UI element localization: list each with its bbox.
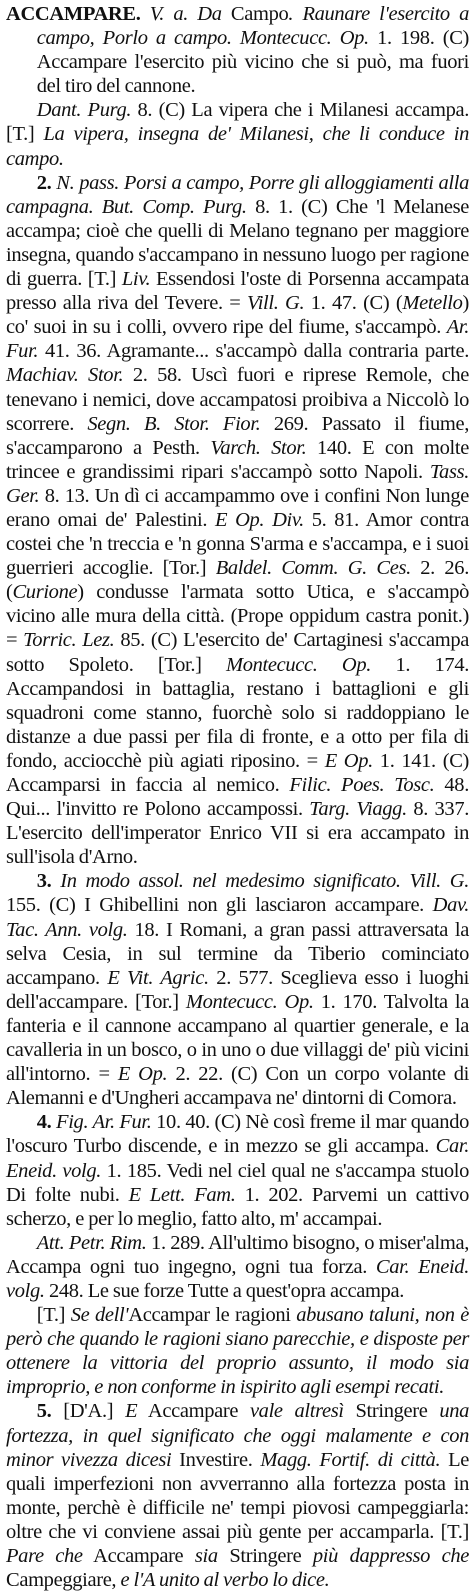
text-run: 248. Le sue forze Tutte a quest'opra accampa. [44,1279,404,1302]
entry-intro [6,2,469,98]
sense-3 [6,869,469,1110]
text-run: Baldel. Comm. G. Ces. [215,557,411,580]
text-run: 8. 13. Un dì ci accampammo ove i confini Non lunge erano omai de' Palestini. [6,484,469,531]
sense-2 [6,171,469,870]
sense-5 [6,1399,469,1592]
text-run: ACCAMPARE. [6,3,141,25]
text-run: Machiav. Stor. [6,364,124,387]
text-run: una fortezza, in quel significato che oggi malamente e con minor vivezza dicesi [6,1400,470,1471]
text-run: In modo assol. nel medesimo significato. Vill. G. [51,870,469,893]
text-run: 5. [36,1400,52,1423]
text-run: sia [194,1545,218,1567]
text-run: 269. Passato il fiume, s'accamparono a Pesth. [6,412,469,459]
text-run: 2. 26. ( [6,557,469,604]
text-run: 1. 185. Vedi nel ciel qual ne s'accampa stuolo Di folte nubi. [6,1159,469,1206]
text-run: 140. E con molte trincee e grandissimi ripari s'accampò sotto Napoli. [6,436,469,483]
text-run: ) condusse l'armata sotto Utica, e s'accampò vicino alle mura della città. (Prope oppidum castra ponit.) = [6,581,469,652]
text-run: Liv. [121,268,151,291]
text-run: Accampare [137,1400,250,1423]
text-run: Pare che [6,1545,83,1567]
text-run: Fig. Ar. Fur. [51,1111,152,1134]
text-run: 1. 47. (C) ( [304,292,403,315]
text-run: 8. (C) La vipera che i Milanesi accampa. [T.] [6,99,469,146]
text-run: e l'A unito al verbo lo dice. [120,1569,330,1592]
citation-petrarca [6,1231,469,1303]
text-run: 8. 1. (C) Che 'l Melanese accampa; cioè che quelli di Melano tegnano per maggiore insegna, quando s'accampano in nessuno luogo per ragione di guerra. [T.] [6,195,469,291]
text-run: 8. 337. L'esercito dell'imperator Enrico VII si era accampato in sull'isola d'Arno. [6,798,470,869]
text-run: Dav. Tac. Ann. volg. [6,894,469,941]
text-run: Essendosi l'oste di Porsenna accampata presso alla riva del Tevere. = [6,268,469,315]
text-run: 1. 202. Parvemi un cattivo scherzo, e per lo meglio, fatto alto, m' accampai. [6,1183,469,1230]
text-run: 18. I Romani, a gran passi attraversata la selva Cesia, in sul termine da Tiberio cominciato accampano. [6,918,469,989]
text-run: 2. [36,171,52,194]
editor-note [6,1303,469,1399]
text-run: Varch. Stor. [210,436,307,459]
text-run: E Op. [324,749,373,772]
text-run: [D'A.] [51,1400,126,1423]
text-run: 155. (C) I Ghibellini non gli lasciaron accampare. [6,894,433,917]
text-run: 5. 81. Amor contra costei che 'n treccia e 'n gonna S'arma e s'accampa, e i suoi guerrieri accoglie. [Tor.] [6,508,469,580]
text-run: Curione [12,581,78,604]
text-run: E [125,1400,138,1423]
text-run: Segn. B. Stor. Fior. [87,412,261,435]
text-run: più dappresso che [312,1545,469,1567]
text-run: 41. 36. Agramante... s'accampò dalla contraria parte. [38,340,469,363]
text-run: abusano taluni, non è però che quando le ragioni siano parecchie, e disposte per ottenere la vittoria del proprio assunto, il modo sia improprio, e non conforme in ispirito agli esempi recati. [6,1304,469,1399]
text-run: Car. Eneid. volg. [6,1135,469,1182]
text-run: Accampare [82,1545,195,1567]
text-run: La vipera, insegna de' Milanesi, che li conduce in campo. [6,123,469,170]
text-run: Investire. [171,1448,261,1471]
text-run: N. pass. Porsi a campo, Porre gli alloggiamenti alla campagna. But. Comp. Purg. [6,171,469,218]
text-run: E Op. Div. [215,508,304,531]
text-run: Montecucc. Op. [225,653,372,676]
text-run: Ar. Fur. [6,316,469,363]
text-run: Targ. Viagg. [309,798,407,821]
text-run: Le quali imperfezioni non avverranno alla fortezza posta in monte, perchè è difficile ne' tempi piovosi campeggiarla: oltre che vi conviene assai più gente per accamparla. [T.] [6,1448,469,1543]
text-run: 2. 577. Sceglieva esso i luoghi dell'accampare. [Tor.] [6,966,469,1013]
text-run: 1. 141. (C) Accamparsi in faccia al nemico. [6,749,469,796]
text-run: Filic. Poes. Tosc. [289,774,435,796]
text-run: ) co' suoi in su i colli, ovvero ripe del fiume, s'accampò. [6,292,470,339]
text-run: Att. Petr. Rim. [36,1231,147,1254]
text-run: Se dell' [70,1304,129,1327]
text-run: 2. 22. (C) Con un corpo volante di Alemanni e d'Ungheri accampava ne' dintorni di Comora. [6,1063,469,1110]
text-run: 85. (C) L'esercito de' Cartaginesi s'accampa sotto Spoleto. [Tor.] [6,629,469,676]
text-run: Montecucc. Op. [185,990,314,1013]
text-run: . Raunare l'esercito a campo, Porlo a campo. Montecucc. Op. [36,3,469,50]
text-run: 1. 198. (C) Accampare l'esercito più vicino che si può, ma fuori del tiro del cannone. [36,27,469,98]
text-run: Stringere [343,1400,440,1423]
text-run: vale altresì [249,1400,344,1423]
text-run: 2. 58. Uscì fuori e riprese Remole, che tenevano i nemici, dove accampatosi proibiva a Niccolò lo scorrere. [6,364,470,435]
text-run: [T.] [36,1304,71,1327]
text-run: Vill. G. [247,292,305,315]
text-run: Campeggiare, [6,1569,121,1592]
text-run: 48. Qui... l'invitto re Polono accampossi. [6,774,469,821]
text-run: E Vit. Agric. [107,966,209,989]
text-run: 4. [36,1111,52,1134]
text-run: Metello [402,292,463,315]
text-run: Accampar le ragioni [128,1304,297,1327]
sense-4 [6,1110,469,1230]
text-run: E Op. [117,1063,168,1086]
text-run: Dant. Purg. [36,99,132,122]
text-run: Torric. Lez. [23,629,115,652]
text-run: V. a. Da [140,3,231,25]
text-run: 1. 289. All'ultimo bisogno, o miser'alma, Accampa ogni tuo ingegno, ogni tua forza. [6,1231,469,1278]
text-run: 3. [36,870,52,893]
text-run: Campo [230,3,289,25]
text-run: 10. 40. (C) Nè così freme il mar quando l'oscuro Turbo discende, e in mezzo se gli accampa. [6,1111,469,1158]
text-run: E Lett. Fam. [128,1183,236,1206]
text-run: 1. 170. Talvolta la fanteria e il cannone accampano al quartier generale, e la cavalleria in un bosco, o in uno o due villaggi de' più vicini all'intorno. = [6,990,469,1086]
text-run: Magg. Fortif. di città. [260,1448,441,1471]
text-run: Tass. Ger. [6,460,469,507]
citation-dante [6,98,469,170]
text-run: Car. Eneid. volg. [6,1255,469,1302]
text-run: 1. 174. Accampandosi in battaglia, restano i battaglioni e gli squadroni come stanno, fuorchè solo si raddoppiano le distanze a due passi per fila di fronte, e a otto per fila di fondo, acciocchè più agiati riposino. = [6,653,470,772]
text-run: Stringere [217,1545,313,1567]
